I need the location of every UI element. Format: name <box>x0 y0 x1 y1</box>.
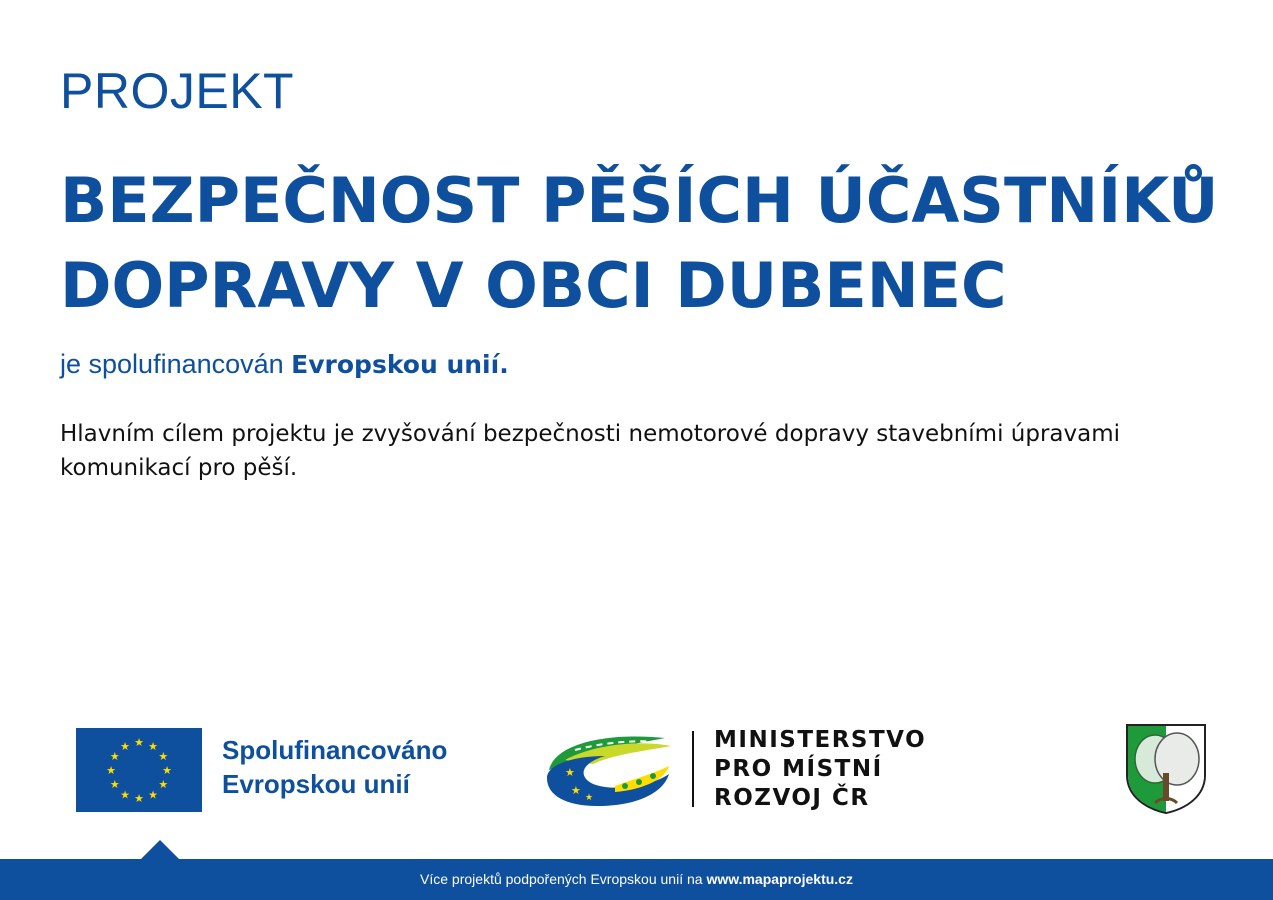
eu-star-icon: ★ <box>158 778 169 791</box>
eu-star-icon: ★ <box>120 739 130 753</box>
eu-star-icon: ★ <box>109 778 120 791</box>
eu-caption-line-1: Spolufinancováno <box>222 735 448 765</box>
eu-caption <box>222 733 447 801</box>
cofinance-statement <box>60 349 509 380</box>
ministry-line-2: PRO MÍSTNÍ <box>714 756 883 782</box>
eu-caption-line-2: Evropskou unií <box>222 769 410 799</box>
ministry-name <box>714 726 926 813</box>
footer-link[interactable]: www.mapaprojektu.cz <box>706 871 853 887</box>
coat-of-arms-icon <box>1125 723 1207 819</box>
eu-star-icon: ★ <box>162 764 172 777</box>
eu-star-icon: ★ <box>109 750 120 763</box>
kicker-label: PROJEKT <box>60 63 295 119</box>
svg-text:★: ★ <box>585 793 594 803</box>
eu-star-icon: ★ <box>134 792 144 805</box>
eu-star-icon: ★ <box>148 739 158 753</box>
ministry-line-3: ROZVOJ ČR <box>714 785 870 811</box>
eu-star-icon: ★ <box>106 764 116 777</box>
project-title <box>60 158 1240 328</box>
footer-text: Více projektů podpořených Evropskou unií na <box>420 871 707 887</box>
svg-text:★: ★ <box>565 766 575 779</box>
ministry-line-1: MINISTERSTVO <box>714 727 927 753</box>
eu-star-icon: ★ <box>134 736 144 749</box>
title-line-2: DOPRAVY V OBCI DUBENEC <box>60 249 1007 322</box>
cofinance-prefix: je spolufinancován <box>60 349 292 379</box>
logo-divider <box>692 731 694 807</box>
svg-text:★: ★ <box>571 784 581 797</box>
eu-star-icon: ★ <box>158 750 169 763</box>
title-line-1: BEZPEČNOST PĚŠÍCH ÚČASTNÍKŮ <box>60 164 1219 237</box>
footer-notch <box>140 840 180 860</box>
eu-star-icon: ★ <box>148 788 158 802</box>
mmr-logo-icon <box>545 730 675 814</box>
project-description: Hlavním cílem projektu je zvyšování bezpečnosti nemotorové dopravy stavebními úpravami komunikací pro pěší. <box>60 421 1121 481</box>
eu-star-icon: ★ <box>120 788 130 802</box>
eu-flag-icon <box>76 728 202 812</box>
footer-bar <box>0 859 1273 900</box>
cofinance-bold: Evropskou unií. <box>291 350 509 379</box>
